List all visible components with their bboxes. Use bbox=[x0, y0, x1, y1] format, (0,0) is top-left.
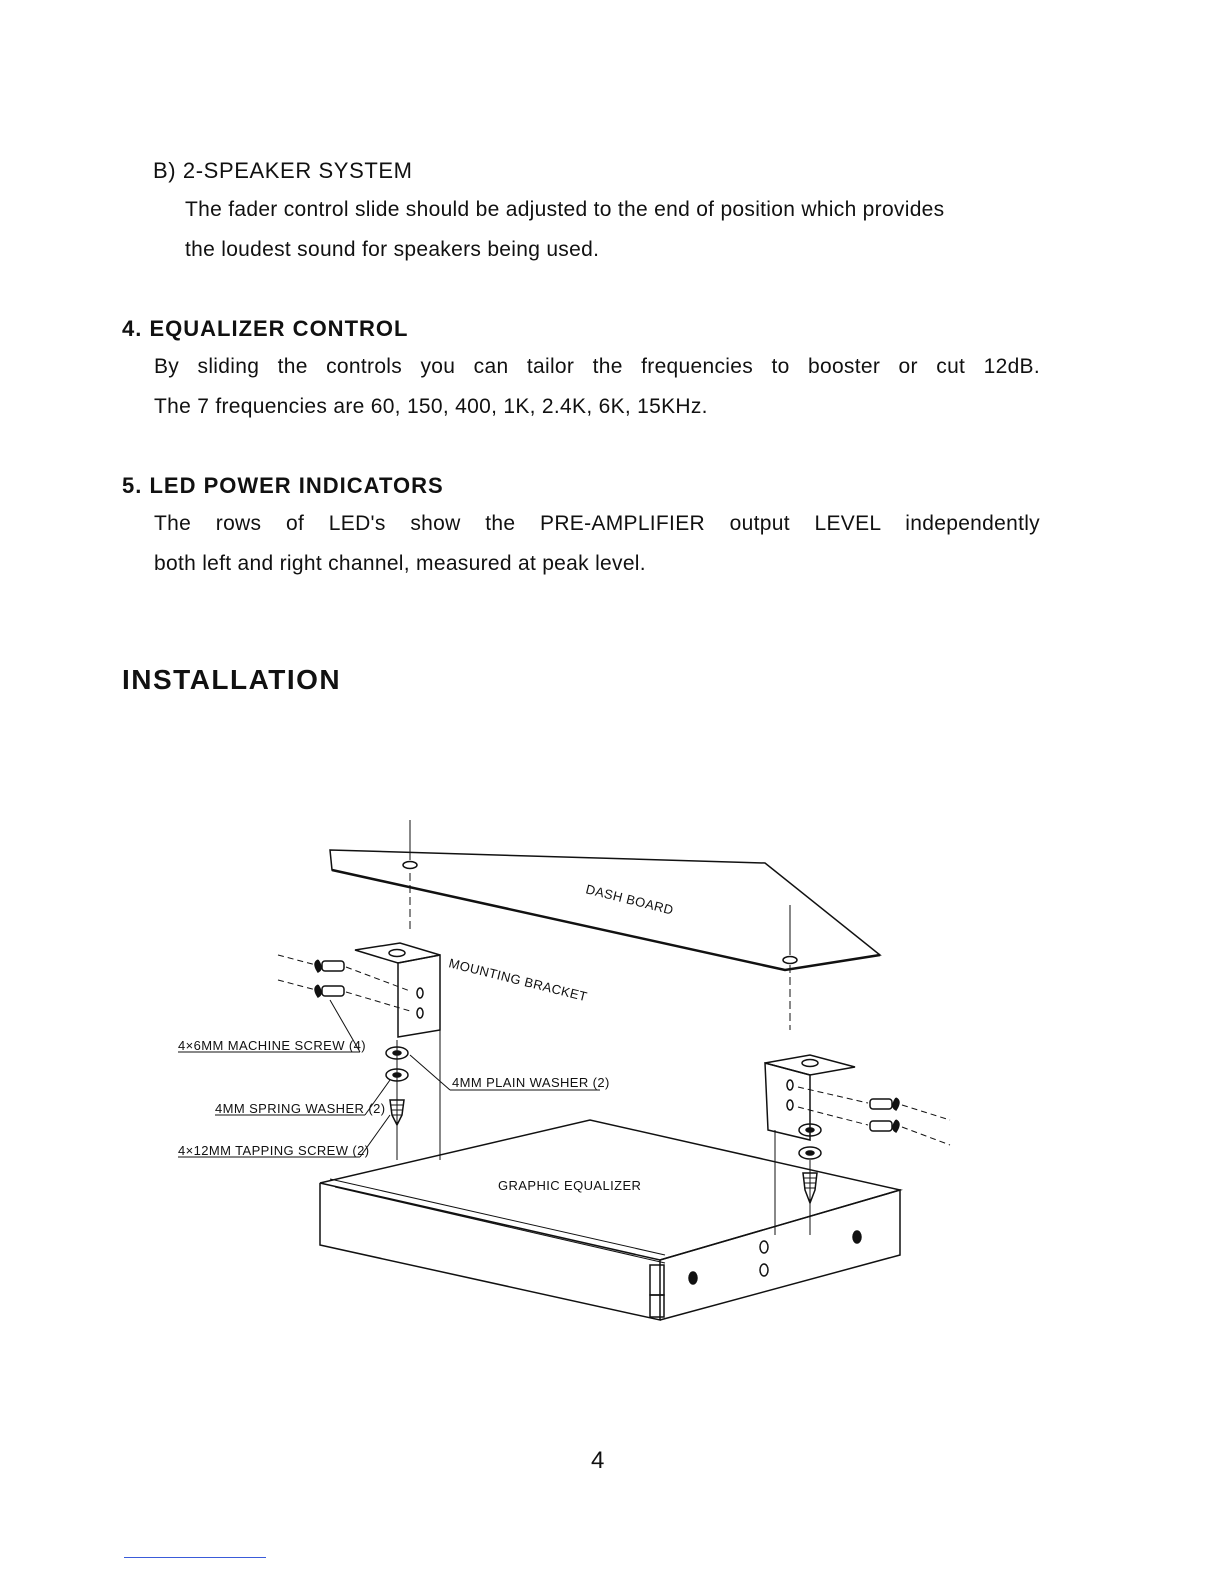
section-b-line-2: the loudest sound for speakers being used. bbox=[185, 238, 600, 261]
left-mounting-bracket bbox=[355, 943, 440, 1037]
machine-screw-label: 4×6MM MACHINE SCREW (4) bbox=[178, 1038, 366, 1053]
led-line-2: both left and right channel, measured at peak level. bbox=[154, 552, 646, 575]
led-line-1: The rows of LED's show the PRE-AMPLIFIER output LEVEL independently bbox=[154, 512, 1040, 535]
right-washers-and-screw bbox=[775, 1124, 821, 1235]
tapping-screw-label: 4×12MM TAPPING SCREW (2) bbox=[178, 1143, 370, 1158]
equalizer-control-heading: 4. EQUALIZER CONTROL bbox=[122, 316, 409, 341]
installation-heading: INSTALLATION bbox=[122, 664, 342, 695]
plain-washer-label: 4MM PLAIN WASHER (2) bbox=[452, 1075, 610, 1090]
graphic-equalizer-label: GRAPHIC EQUALIZER bbox=[498, 1178, 642, 1193]
dash-board-plate bbox=[330, 820, 880, 1030]
left-washers-and-screw bbox=[386, 1030, 440, 1160]
section-b-heading: B) 2-SPEAKER SYSTEM bbox=[153, 158, 413, 183]
equalizer-line-1: By sliding the controls you can tailor the frequencies to booster or cut 12dB. bbox=[154, 355, 1040, 378]
right-machine-screws bbox=[798, 1087, 950, 1145]
graphic-equalizer-unit bbox=[320, 1120, 900, 1320]
installation-diagram bbox=[160, 815, 960, 1355]
footer-rule bbox=[124, 1557, 266, 1558]
dash-board-label: DASH BOARD bbox=[584, 881, 676, 918]
equalizer-line-2: The 7 frequencies are 60, 150, 400, 1K, 2.4K, 6K, 15KHz. bbox=[154, 395, 708, 418]
led-indicators-heading: 5. LED POWER INDICATORS bbox=[122, 473, 444, 498]
left-machine-screws bbox=[278, 955, 410, 1011]
section-b-line-1: The fader control slide should be adjusted to the end of position which provides bbox=[185, 198, 945, 221]
spring-washer-label: 4MM SPRING WASHER (2) bbox=[215, 1101, 386, 1116]
mounting-bracket-label: MOUNTING BRACKET bbox=[447, 955, 589, 1005]
page-number: 4 bbox=[591, 1447, 605, 1474]
